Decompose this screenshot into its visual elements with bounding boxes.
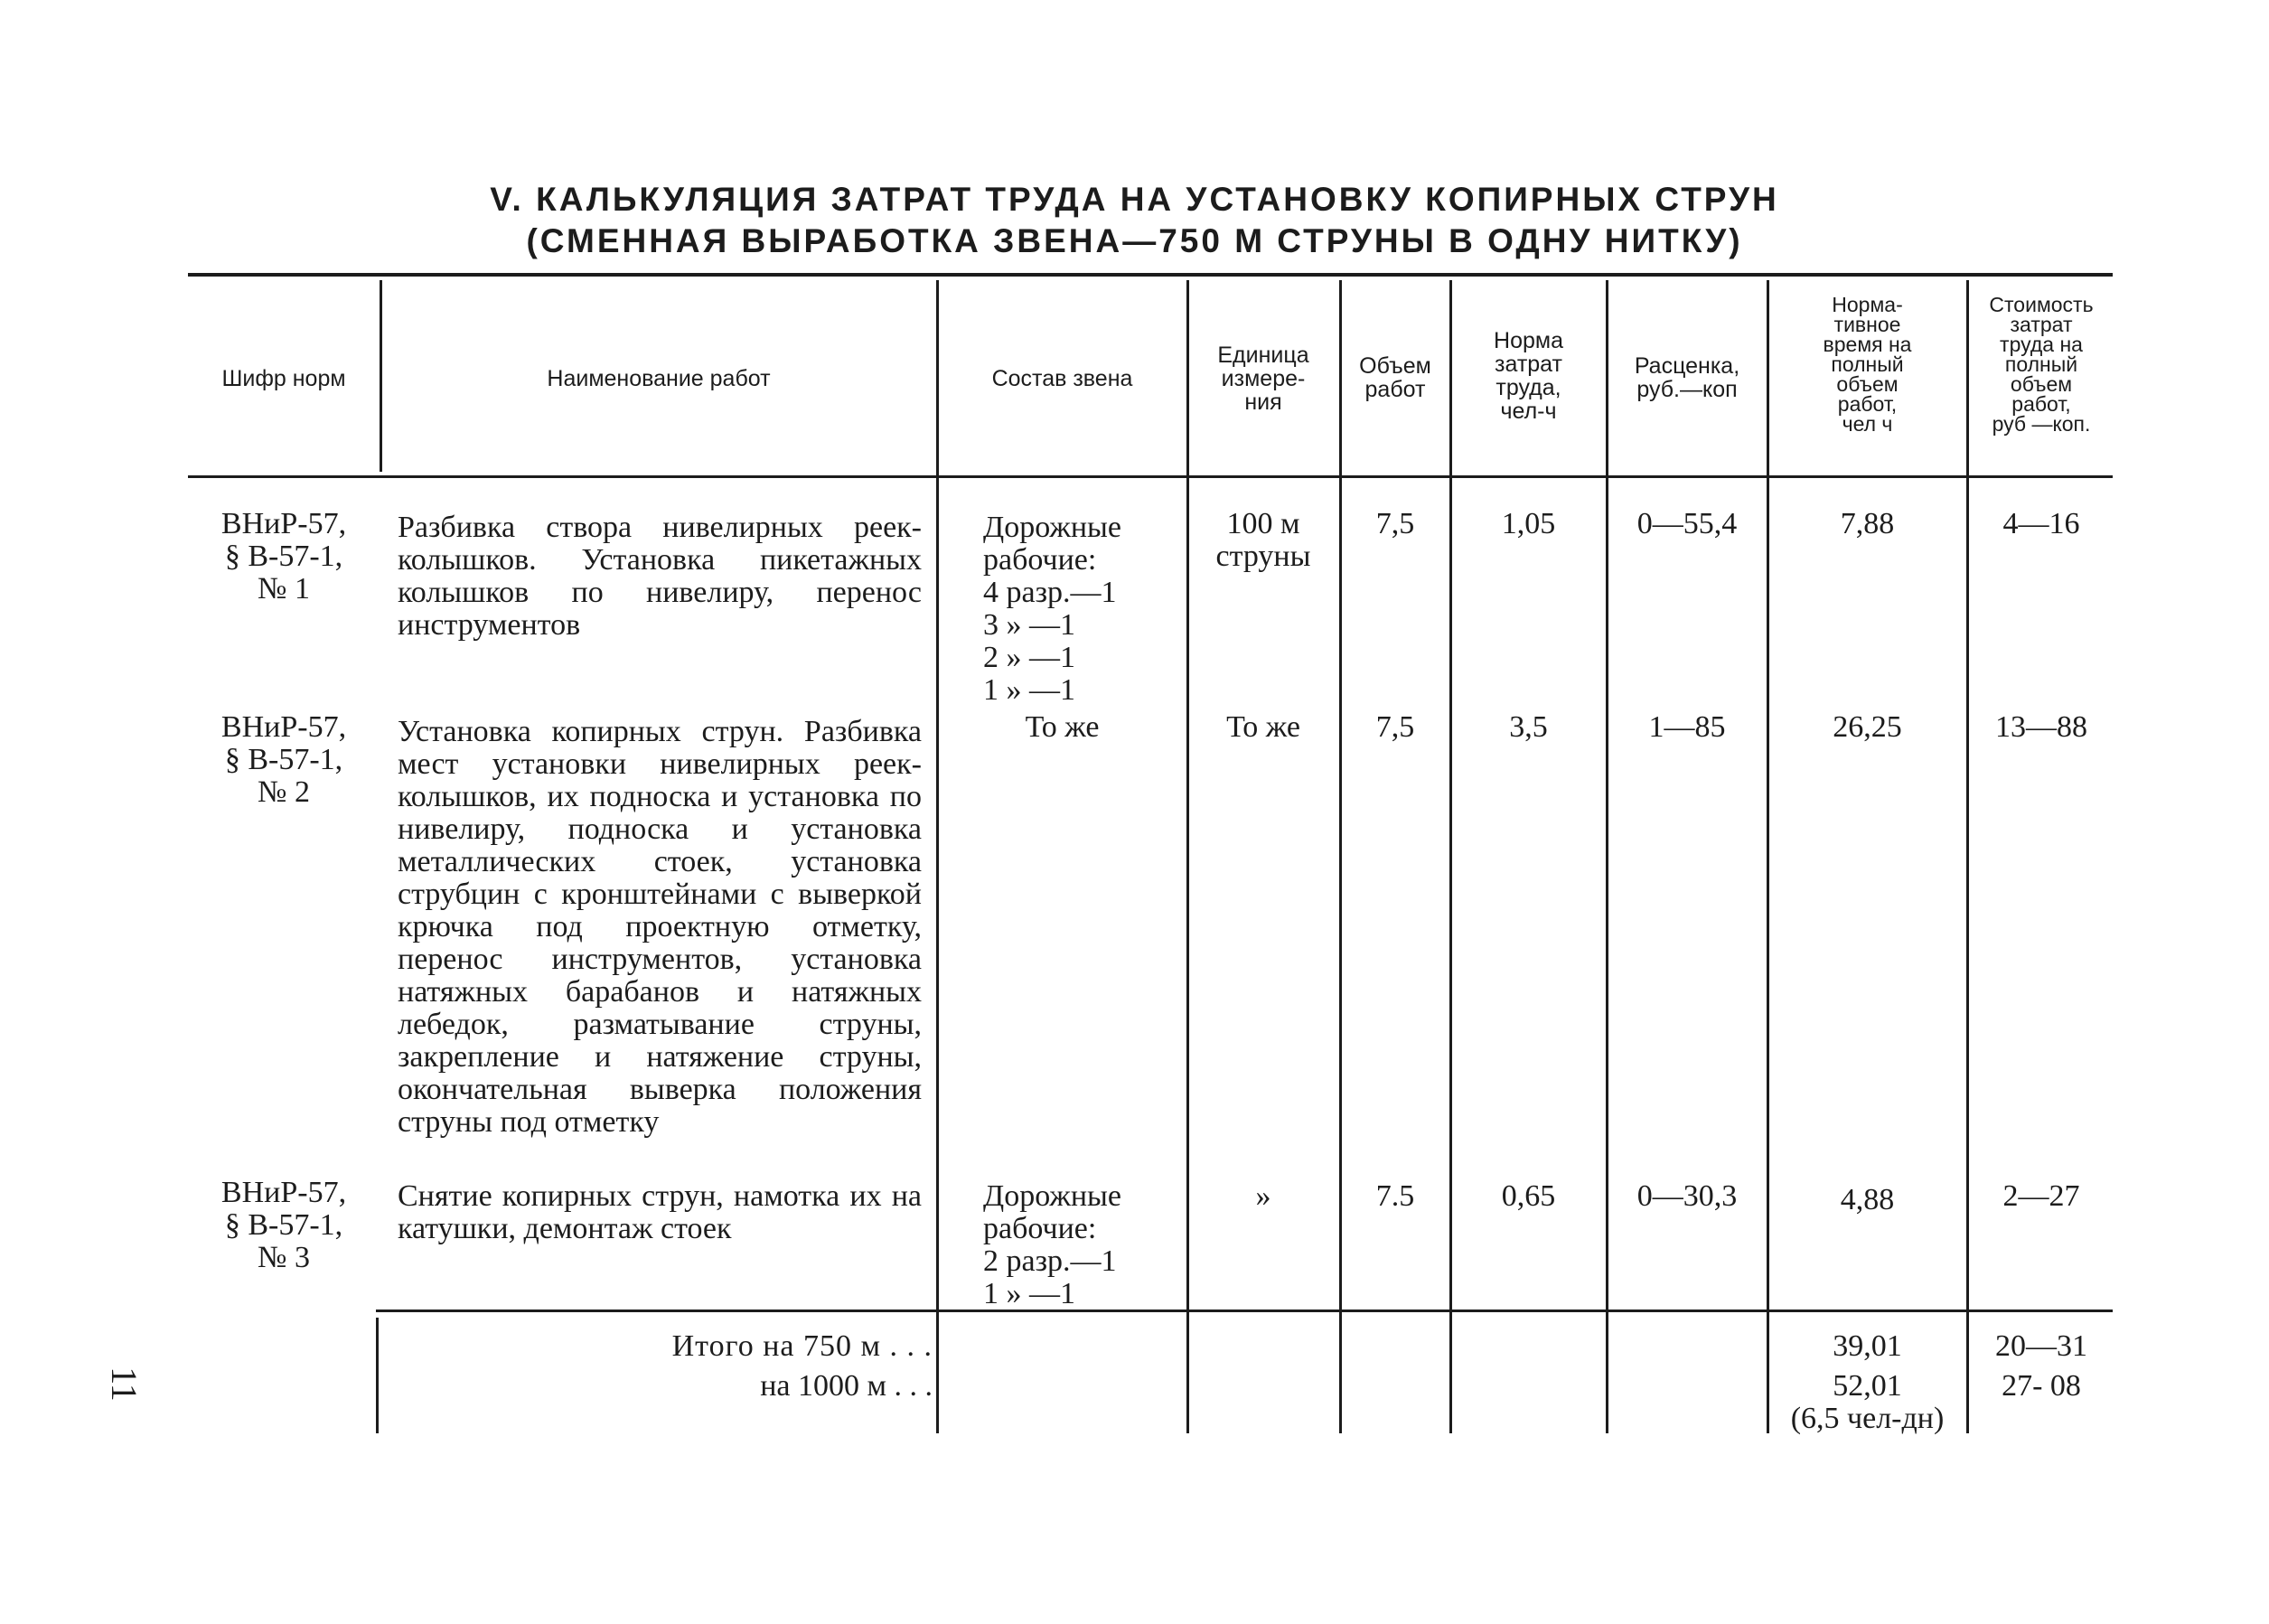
totals-time-1000: 52,01 <box>1833 1369 1902 1403</box>
totals-cost-750: 20—31 <box>1995 1329 2087 1363</box>
row-3-volume: 7.5 <box>1375 1179 1415 1213</box>
header-norm: Норма затрат труда, чел-ч <box>1494 328 1563 424</box>
page-number: 11 <box>103 1366 145 1402</box>
header-rate: Расценка, руб.—коп <box>1634 353 1740 402</box>
totals-label-1000: на 1000 м . . . <box>760 1369 933 1403</box>
header-name: Наименование работ <box>547 366 771 391</box>
totals-cost-1000: 27- 08 <box>2002 1369 2081 1403</box>
table-title-line-2: (СМЕННАЯ ВЫРАБОТКА ЗВЕНА—750 М СТРУНЫ В ОДНУ НИТКУ) <box>526 222 1743 259</box>
col-divider-8 <box>1966 280 1969 1433</box>
row-1-cost: 4—16 <box>2002 507 2080 540</box>
row-1-volume: 7,5 <box>1375 507 1415 540</box>
row-2-volume: 7,5 <box>1375 710 1415 744</box>
col-divider-6 <box>1606 280 1608 1433</box>
totals-time-days: (6,5 чел-дн) <box>1790 1402 1945 1435</box>
row-1-unit: 100 м струны <box>1215 507 1311 573</box>
row-1-crew: Дорожные рабочие: 4 разр.—1 3 » —1 2 » —1 1 » —1 <box>983 511 1121 707</box>
row-1-time: 7,88 <box>1840 507 1895 540</box>
header-time: Норма- тивное время на полный объем работ, чел ч <box>1823 293 1912 436</box>
table-title-line-1: V. КАЛЬКУЛЯЦИЯ ЗАТРАТ ТРУДА НА УСТАНОВКУ КОПИРНЫХ СТРУН <box>490 181 1779 218</box>
row-2-crew: То же <box>1025 710 1100 744</box>
row-2-rate: 1—85 <box>1648 710 1726 744</box>
header-crew: Состав звена <box>991 366 1133 391</box>
header-code: Шифр норм <box>221 366 346 391</box>
row-2-name: Установка копирных струн. Разбивка мест установки нивелирных реек-колышков, их подноска и установка по нивелиру, подноска и установка металлических стоек, установка струбцин с кронштейнами с выверкой крючка под проектную отметку, перенос инструментов, установка натяжных барабанов и натяжных лебедок, разматывание струны, закрепление и натяжение струны, окончательная выверка положения струны под отметку <box>398 715 922 1139</box>
header-unit: Единица измере- ния <box>1217 343 1309 415</box>
row-3-name: Снятие копирных струн, намотка их на катушки, демонтаж стоек <box>398 1179 922 1245</box>
col-divider-7 <box>1767 280 1769 1433</box>
row-3-time: 4,88 <box>1840 1183 1895 1216</box>
top-rule <box>188 273 2113 277</box>
row-1-code: ВНиР-57, § В-57-1, № 1 <box>220 507 347 605</box>
row-2-time: 26,25 <box>1833 710 1902 744</box>
row-1-name: Разбивка створа нивелирных реек-колышков. Установка пикетажных колышков по нивелиру, перенос инструментов <box>398 511 922 642</box>
row-2-code: ВНиР-57, § В-57-1, № 2 <box>220 710 347 809</box>
col-divider-3 <box>1186 280 1189 1433</box>
row-2-cost: 13—88 <box>1995 710 2087 744</box>
header-cost: Стоимость затрат труда на полный объем работ, руб —коп. <box>1989 293 2094 436</box>
row-3-code: ВНиР-57, § В-57-1, № 3 <box>220 1176 347 1274</box>
row-3-rate: 0—30,3 <box>1636 1179 1738 1213</box>
row-2-norm: 3,5 <box>1509 710 1548 744</box>
row-2-unit: То же <box>1226 710 1300 744</box>
row-3-cost: 2—27 <box>2002 1179 2080 1213</box>
header-volume: Объем работ <box>1359 353 1431 402</box>
row-3-norm: 0,65 <box>1501 1179 1556 1213</box>
col-divider-1 <box>380 280 382 472</box>
header-bottom-rule <box>188 475 2113 478</box>
row-1-rate: 0—55,4 <box>1636 507 1738 540</box>
col-divider-5 <box>1449 280 1452 1433</box>
row-1-norm: 1,05 <box>1501 507 1556 540</box>
col-divider-2 <box>936 280 939 1433</box>
totals-rule <box>376 1310 2113 1312</box>
col-divider-1b <box>376 1318 379 1433</box>
row-3-crew: Дорожные рабочие: 2 разр.—1 1 » —1 <box>983 1179 1121 1310</box>
totals-time-750: 39,01 <box>1833 1329 1902 1363</box>
totals-label-750: Итого на 750 м . . . <box>671 1329 933 1363</box>
col-divider-4 <box>1339 280 1342 1433</box>
row-3-unit: » <box>1255 1179 1271 1213</box>
